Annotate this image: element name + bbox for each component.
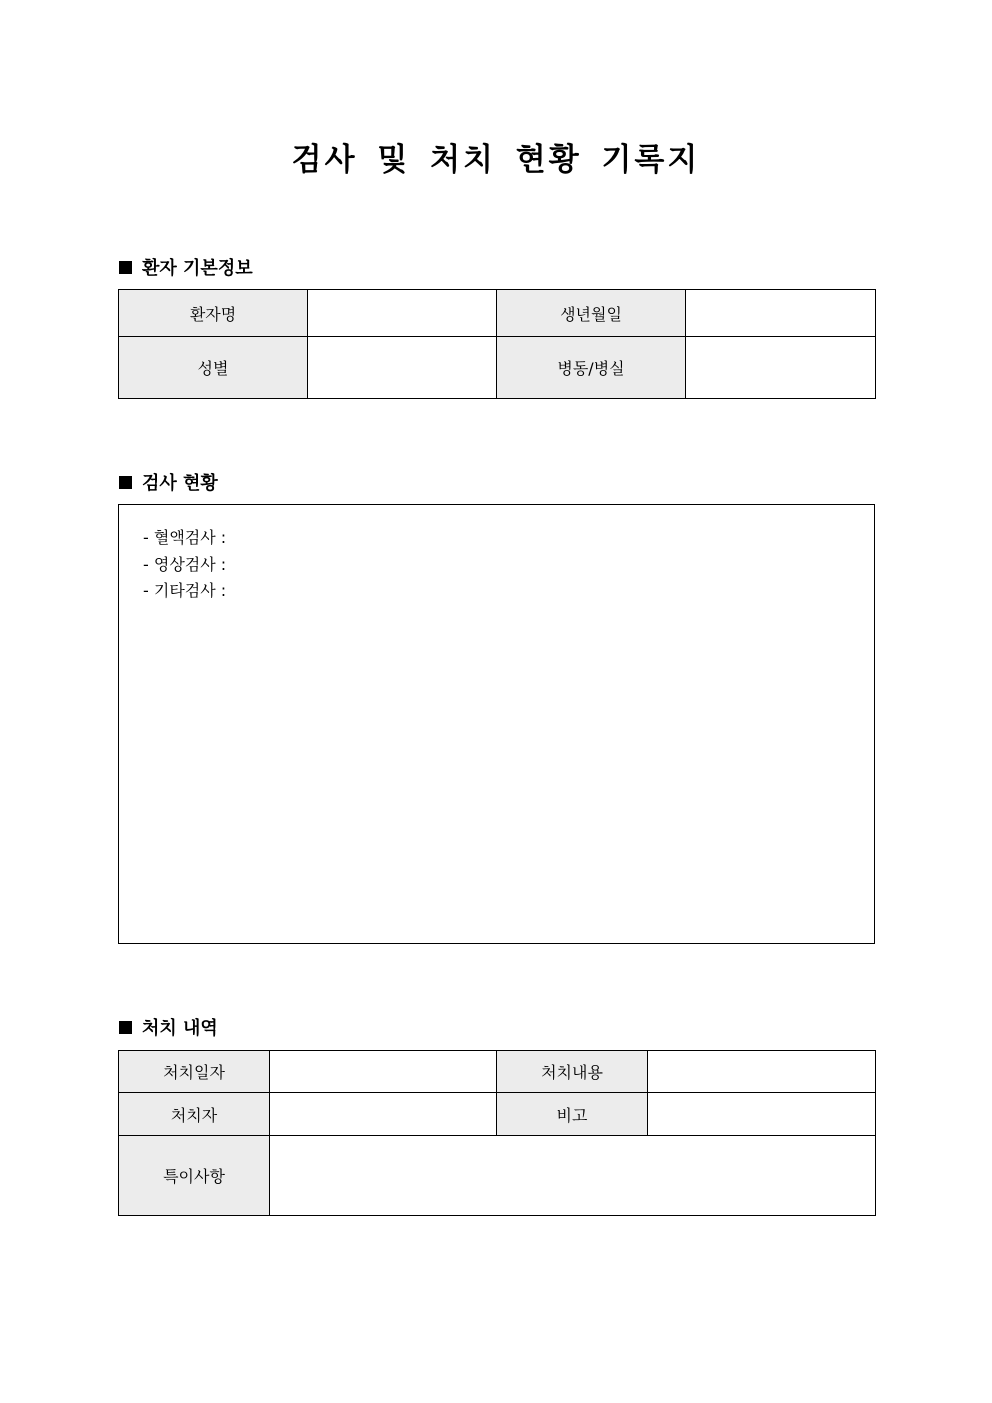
remarks-label: 비고: [497, 1093, 648, 1136]
exam-status-heading-text: 검사 현황: [142, 473, 218, 494]
treatment-date-field[interactable]: [270, 1051, 497, 1093]
treatment-date-label: 처치일자: [119, 1051, 270, 1093]
treatment-content-field[interactable]: [648, 1051, 876, 1093]
table-row: [119, 1136, 876, 1216]
notes-field[interactable]: [270, 1136, 876, 1216]
performer-label: 처치자: [119, 1093, 270, 1136]
sex-field[interactable]: [308, 337, 497, 399]
ward-room-label: 병동/병실: [497, 337, 686, 399]
square-bullet-icon: [119, 261, 132, 274]
exam-item-imaging: - 영상검사 :: [143, 554, 227, 574]
birth-date-label: 생년월일: [497, 290, 686, 337]
patient-info-heading: [119, 254, 253, 280]
exam-status-heading: [119, 469, 218, 495]
exam-list: [119, 505, 874, 605]
patient-info-heading-text: 환자 기본정보: [142, 258, 253, 279]
notes-label: 특이사항: [119, 1136, 270, 1216]
table-row: [119, 1051, 876, 1093]
exam-item-blood: - 혈액검사 :: [143, 528, 227, 547]
treatment-heading: [119, 1014, 218, 1040]
treatment-content-label: 처치내용: [497, 1051, 648, 1093]
treatment-table: [118, 1050, 876, 1216]
birth-date-field[interactable]: [686, 290, 876, 337]
treatment-heading-text: 처치 내역: [142, 1018, 218, 1039]
table-row: [119, 1093, 876, 1136]
patient-name-field[interactable]: [308, 290, 497, 337]
patient-name-label: 환자명: [119, 290, 308, 337]
square-bullet-icon: [119, 1021, 132, 1034]
table-row: [119, 290, 876, 337]
table-row: [119, 337, 876, 399]
sex-label: 성별: [119, 337, 308, 399]
exam-status-box[interactable]: [118, 504, 875, 944]
document-title: 검사 및 처치 현황 기록지: [291, 142, 701, 178]
square-bullet-icon: [119, 476, 132, 489]
exam-item-other: - 기타검사 :: [143, 581, 227, 600]
performer-field[interactable]: [270, 1093, 497, 1136]
patient-info-table: [118, 289, 876, 399]
ward-room-field[interactable]: [686, 337, 876, 399]
remarks-field[interactable]: [648, 1093, 876, 1136]
